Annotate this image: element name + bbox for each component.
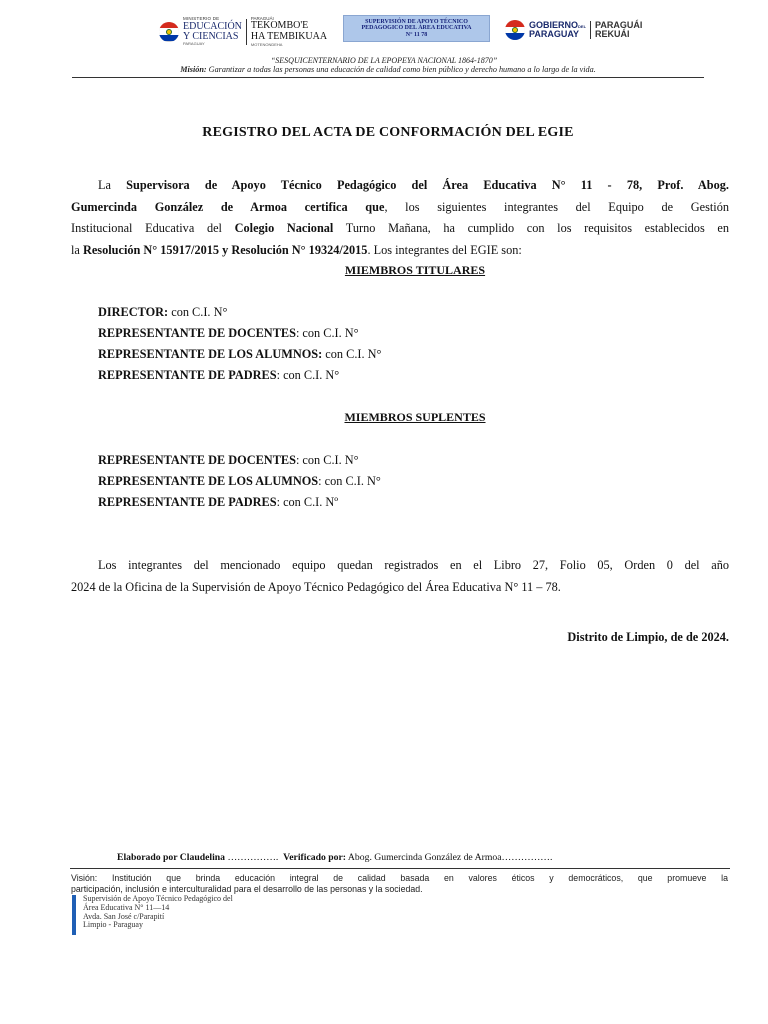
closing-paragraph: Los integrantes del mencionado equipo quedan registrados en el Libro 27, Folio 05, Orden 0 del año 2024 de la Oficina de la Supervisión de Apoyo Técnico Pedagógico del Área Educativa N° 11 – 78. xyxy=(71,558,729,594)
signature-date: Distrito de Limpio, de de 2024. xyxy=(567,630,729,644)
suplente-padres: REPRESENTANTE DE PADRES: con C.I. Nº xyxy=(98,495,339,509)
titular-alumnos: REPRESENTANTE DE LOS ALUMNOS: con C.I. N° xyxy=(98,347,382,361)
mision-statement xyxy=(72,65,704,74)
titular-docentes: REPRESENTANTE DE DOCENTES: con C.I. N° xyxy=(98,326,359,340)
address-line: Supervisión de Apoyo Técnico Pedagógico del xyxy=(83,894,233,903)
paraguay-seal-icon xyxy=(159,22,179,42)
suplente-alumnos: REPRESENTANTE DE LOS ALUMNOS: con C.I. N° xyxy=(98,474,381,488)
logo-divider xyxy=(246,19,247,45)
titulares-heading: MIEMBROS TITULARES xyxy=(344,263,486,277)
logo-divider xyxy=(590,21,591,39)
intro-paragraph: La Supervisora de Apoyo Técnico Pedagógico del Área Educativa N° 11 - 78, Prof. Abog. Gumercinda González de Armoa certifica que, los siguientes integrantes del Equipo de Gestión Institucional Educativa del Colegio Nacional Turno Mañana, ha cumplido con los requisitos establecidos en la Resolución N° 15917/2015 y Resolución N° 19324/2015. Los integrantes del EGIE son: xyxy=(71,178,730,258)
ministry-logo xyxy=(159,16,327,47)
address-accent-bar xyxy=(72,895,76,935)
gobierno-logo: GOBIERNODEL PARAGUAY PARAGUÁI REKUÁI xyxy=(505,20,642,40)
address-line: Área Educativa N° 11—14 xyxy=(83,902,170,912)
footer-divider xyxy=(70,868,730,869)
address-line: Avda. San José c/Parapití xyxy=(83,911,165,921)
document-title: REGISTRO DEL ACTA DE CONFORMACIÓN DEL EGIE xyxy=(202,125,574,140)
mision-label: Misión: xyxy=(180,65,207,74)
supervision-header-box: SUPERVISIÓN DE APOYO TÉCNICO PEDAGOGICO DEL ÁREA EDUCATIVA N° 11 78 xyxy=(343,15,490,42)
titular-director: DIRECTOR: con C.I. N° xyxy=(98,305,228,319)
address-block xyxy=(72,895,233,935)
titular-padres: REPRESENTANTE DE PADRES: con C.I. N° xyxy=(98,368,340,382)
ministry-line4: PARAGUAY xyxy=(183,40,205,46)
gobierno-seal-icon xyxy=(505,20,525,40)
mision-text: Garantizar a todas las personas una educación de calidad como bien público y derecho humano a lo largo de la vida. xyxy=(208,65,596,74)
address-line: Limpio - Paraguay xyxy=(83,920,143,930)
header-divider xyxy=(72,77,704,78)
elaborado-verificado: Elaborado por Claudelina ……………. Verificado por: Abog. Gumercinda González de Armoa……………. xyxy=(117,852,553,863)
motto: “SESQUICENTERNARIO DE LA EPOPEYA NACIONAL 1864-1870” xyxy=(270,56,498,65)
ministry-line3: Y CIENCIAS xyxy=(183,30,239,42)
suplente-docentes: REPRESENTANTE DE DOCENTES: con C.I. N° xyxy=(98,453,359,467)
suplentes-heading: MIEMBROS SUPLENTES xyxy=(344,410,486,424)
ministry-line2: EDUCACIÓN xyxy=(183,20,242,32)
ministry-line1: MINISTERIO DE xyxy=(183,16,220,22)
vision-statement: Visión: Institución que brinda educación integral de calidad basada en valores éticos y democráticos, que promueve la participación, inclusión e interculturalidad para el desarrollo de las personas y la sociedad. xyxy=(71,873,728,894)
tekombo-logo: PARAGUÁI TEKOMBO'E HA TEMBIKUAA MOTENONDEHA xyxy=(250,16,328,47)
